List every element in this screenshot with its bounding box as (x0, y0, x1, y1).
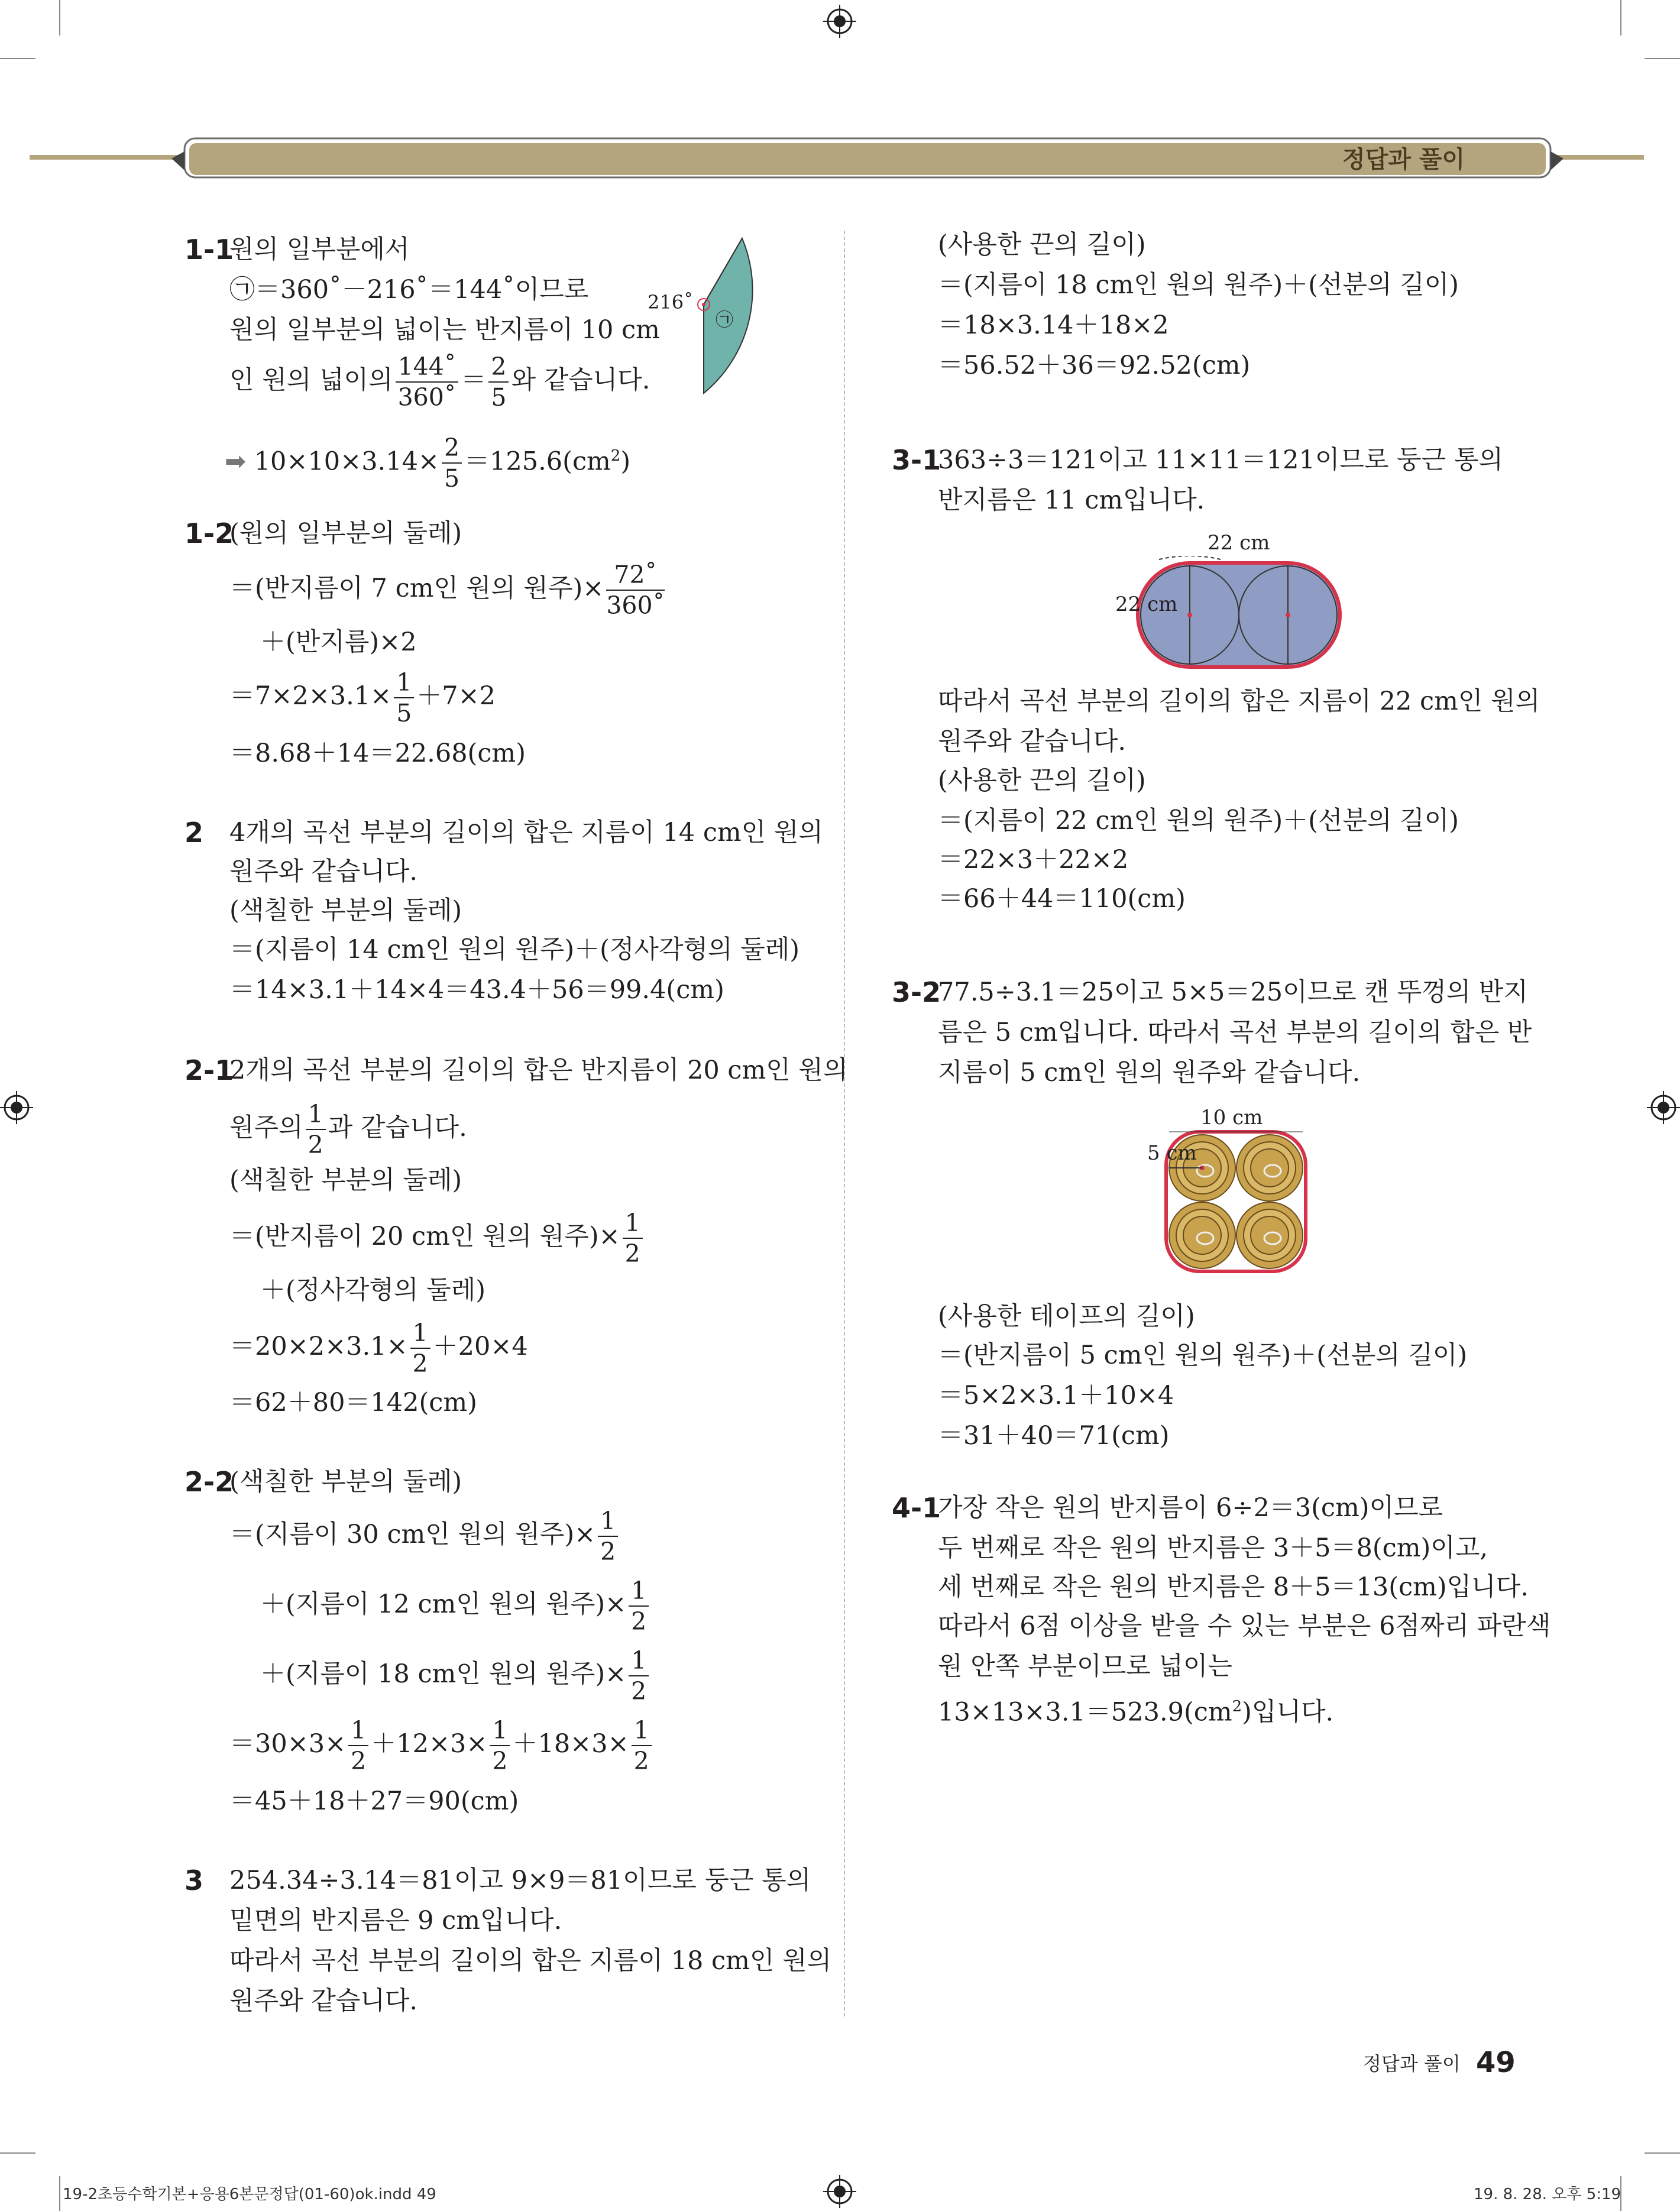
problem-number: 3-2 (892, 976, 941, 1008)
crop-mark (1645, 2152, 1680, 2154)
angle-marker-label: ㉠ (716, 310, 733, 331)
crop-mark (1620, 0, 1621, 35)
text-line: (사용한 끈의 길이) (938, 766, 1146, 795)
text-line: 름은 5 cm입니다. 따라서 곡선 부분의 길이의 합은 반 (938, 1018, 1532, 1047)
text-line: (사용한 끈의 길이) (938, 230, 1146, 260)
dimension-label: 22 cm (1208, 531, 1270, 555)
registration-mark-icon (0, 1091, 33, 1124)
text-line: ＋(반지름)×2 (260, 627, 417, 657)
text-line: (색칠한 부분의 둘레) (229, 1467, 462, 1497)
text-line: (색칠한 부분의 둘레) (229, 896, 462, 925)
text-line: ＝(반지름이 7 cm인 원의 원주)× $\frac{72˚}{360˚}$ (229, 561, 665, 620)
text-line: 원주의 $\frac{1}{2}$ 과 같습니다. (229, 1100, 467, 1159)
crop-mark (59, 0, 60, 35)
text-line: ＝(지름이 14 cm인 원의 원주)＋(정사각형의 둘레) (229, 935, 800, 964)
text-line: ＝20×2×3.1× $\frac{1}{2}$ ＋20×4 (229, 1319, 528, 1378)
dimension-label: 10 cm (1200, 1106, 1263, 1129)
text-line: 지름이 5 cm인 원의 원주와 같습니다. (938, 1058, 1361, 1087)
problem-number: 2-1 (184, 1054, 234, 1086)
problem-number: 1-2 (184, 517, 234, 549)
problem-number: 3 (184, 1864, 204, 1896)
text-line: 363÷3＝121이고 11×11＝121이므로 둥근 통의 (938, 445, 1503, 475)
dimension-label: 5 cm (1147, 1141, 1197, 1165)
text-line: 4개의 곡선 부분의 길이의 합은 지름이 14 cm인 원의 (229, 818, 823, 847)
text-line: ＝(지름이 30 cm인 원의 원주)× $\frac{1}{2}$ (229, 1502, 620, 1567)
text-line: ＝(지름이 22 cm인 원의 원주)＋(선분의 길이) (938, 806, 1459, 836)
text-line: 원의 일부분에서 (229, 235, 410, 264)
text-line: ＋(지름이 18 cm인 원의 원주)× $\frac{1}{2}$ (260, 1642, 651, 1707)
text-line: ＝5×2×3.1＋10×4 (938, 1381, 1174, 1410)
text-line: ＝18×3.14＋18×2 (938, 310, 1169, 340)
file-name: 19-2초등수학기본+응용6본문정답(01-60)ok.indd 49 (63, 2186, 436, 2203)
text-line: ➡ 10×10×3.14× $\frac{2}{5}$ $=125.6(cm^2)$ (225, 433, 631, 493)
crop-mark (1645, 58, 1680, 59)
text-line: 원주와 같습니다. (229, 857, 418, 886)
registration-mark-icon (823, 2175, 856, 2208)
text-line: ＝(지름이 18 cm인 원의 원주)＋(선분의 길이) (938, 270, 1459, 300)
text-line: 원주와 같습니다. (938, 727, 1127, 756)
text-line: ＝45＋18＋27＝90(cm) (229, 1786, 519, 1816)
text-line: 따라서 곡선 부분의 길이의 합은 지름이 18 cm인 원의 (229, 1946, 832, 1976)
text-line: 77.5÷3.1＝25이고 5×5＝25이므로 캔 뚜껑의 반지 (938, 977, 1528, 1007)
text-line: ＝66＋44＝110(cm) (938, 884, 1186, 914)
text-line: 인 원의 넓이의 $\frac{144˚}{360˚}$ ＝ $\frac{2}{5}$ 와 같습니다. (229, 352, 650, 412)
arrow-right-icon: ➡ (225, 446, 247, 477)
text-line: 원 안쪽 부분이므로 넓이는 (938, 1652, 1232, 1681)
text-line: ＝56.52＋36＝92.52(cm) (938, 351, 1251, 380)
text-line: 밑면의 반지름은 9 cm입니다. (229, 1906, 562, 1935)
text-line: ＝31＋40＝71(cm) (938, 1421, 1170, 1451)
text-line: 254.34÷3.14＝81이고 9×9＝81이므로 둥근 통의 (229, 1866, 811, 1895)
text-line: (원의 일부분의 둘레) (229, 519, 462, 548)
problem-number: 3-1 (892, 444, 941, 476)
text-line: ㉠＝360˚－216˚＝144˚이므로 (229, 275, 589, 305)
text-line: 반지름은 11 cm입니다. (938, 485, 1205, 515)
text-line: ＝7×2×3.1× $\frac{1}{5}$ ＋7×2 (229, 668, 496, 727)
text-line: $13\times 13\times 3.1=523.9(cm^2)$입니다. (938, 1697, 1334, 1727)
text-line: 2개의 곡선 부분의 길이의 합은 반지름이 20 cm인 원의 (229, 1056, 848, 1085)
text-line: (색칠한 부분의 둘레) (229, 1166, 462, 1195)
text-line: 따라서 곡선 부분의 길이의 합은 지름이 22 cm인 원의 (938, 687, 1540, 716)
text-line: 원주와 같습니다. (229, 1986, 418, 2016)
text-line: ＋(정사각형의 둘레) (260, 1276, 485, 1305)
text-line: ＋(지름이 12 cm인 원의 원주)× $\frac{1}{2}$ (260, 1572, 651, 1637)
problem-number: 4-1 (892, 1492, 941, 1524)
problem-number: 2-2 (184, 1466, 234, 1498)
text-line: 세 번째로 작은 원의 반지름은 8＋5＝13(cm)입니다. (938, 1572, 1529, 1602)
text-line: 가장 작은 원의 반지름이 6÷2＝3(cm)이므로 (938, 1493, 1443, 1523)
text-line: 원의 일부분의 넓이는 반지름이 10 cm (229, 315, 660, 345)
text-line: ＝14×3.1＋14×4＝43.4＋56＝99.4(cm) (229, 975, 724, 1005)
page-number: 49 (1476, 2046, 1516, 2079)
problem-number: 2 (184, 817, 204, 849)
page-title: 정답과 풀이 (1342, 146, 1465, 173)
text-line: ＝30×3× $\frac{1}{2}$ ＋12×3× $\frac{1}{2}$ ＋18×3× $\frac{1}{2}$ (229, 1711, 654, 1776)
crop-mark (0, 2152, 35, 2154)
text-line: 따라서 6점 이상을 받을 수 있는 부분은 6점짜리 파란색 (938, 1611, 1551, 1641)
angle-label: 216˚ (648, 291, 694, 313)
problem-number: 1-1 (184, 234, 234, 266)
text-line: (사용한 테이프의 길이) (938, 1302, 1195, 1331)
text-line: 두 번째로 작은 원의 반지름은 3＋5＝8(cm)이고, (938, 1533, 1488, 1563)
text-line: ＝22×3＋22×2 (938, 845, 1129, 875)
registration-mark-icon (823, 5, 856, 38)
crop-mark (0, 58, 35, 59)
text-line: ＝8.68＋14＝22.68(cm) (229, 739, 526, 768)
dimension-label: 22 cm (1115, 593, 1178, 616)
registration-mark-icon (1647, 1091, 1680, 1124)
print-date: 19. 8. 28. 오후 5:19 (1474, 2186, 1621, 2203)
text-line: ＝(반지름이 5 cm인 원의 원주)＋(선분의 길이) (938, 1341, 1468, 1370)
crop-mark (59, 2176, 60, 2211)
column-divider (844, 231, 845, 2016)
text-line: ＝(반지름이 20 cm인 원의 원주)× $\frac{1}{2}$ (229, 1204, 645, 1269)
text-line: ＝62＋80＝142(cm) (229, 1388, 477, 1417)
footer-label: 정답과 풀이 (1363, 2053, 1461, 2075)
